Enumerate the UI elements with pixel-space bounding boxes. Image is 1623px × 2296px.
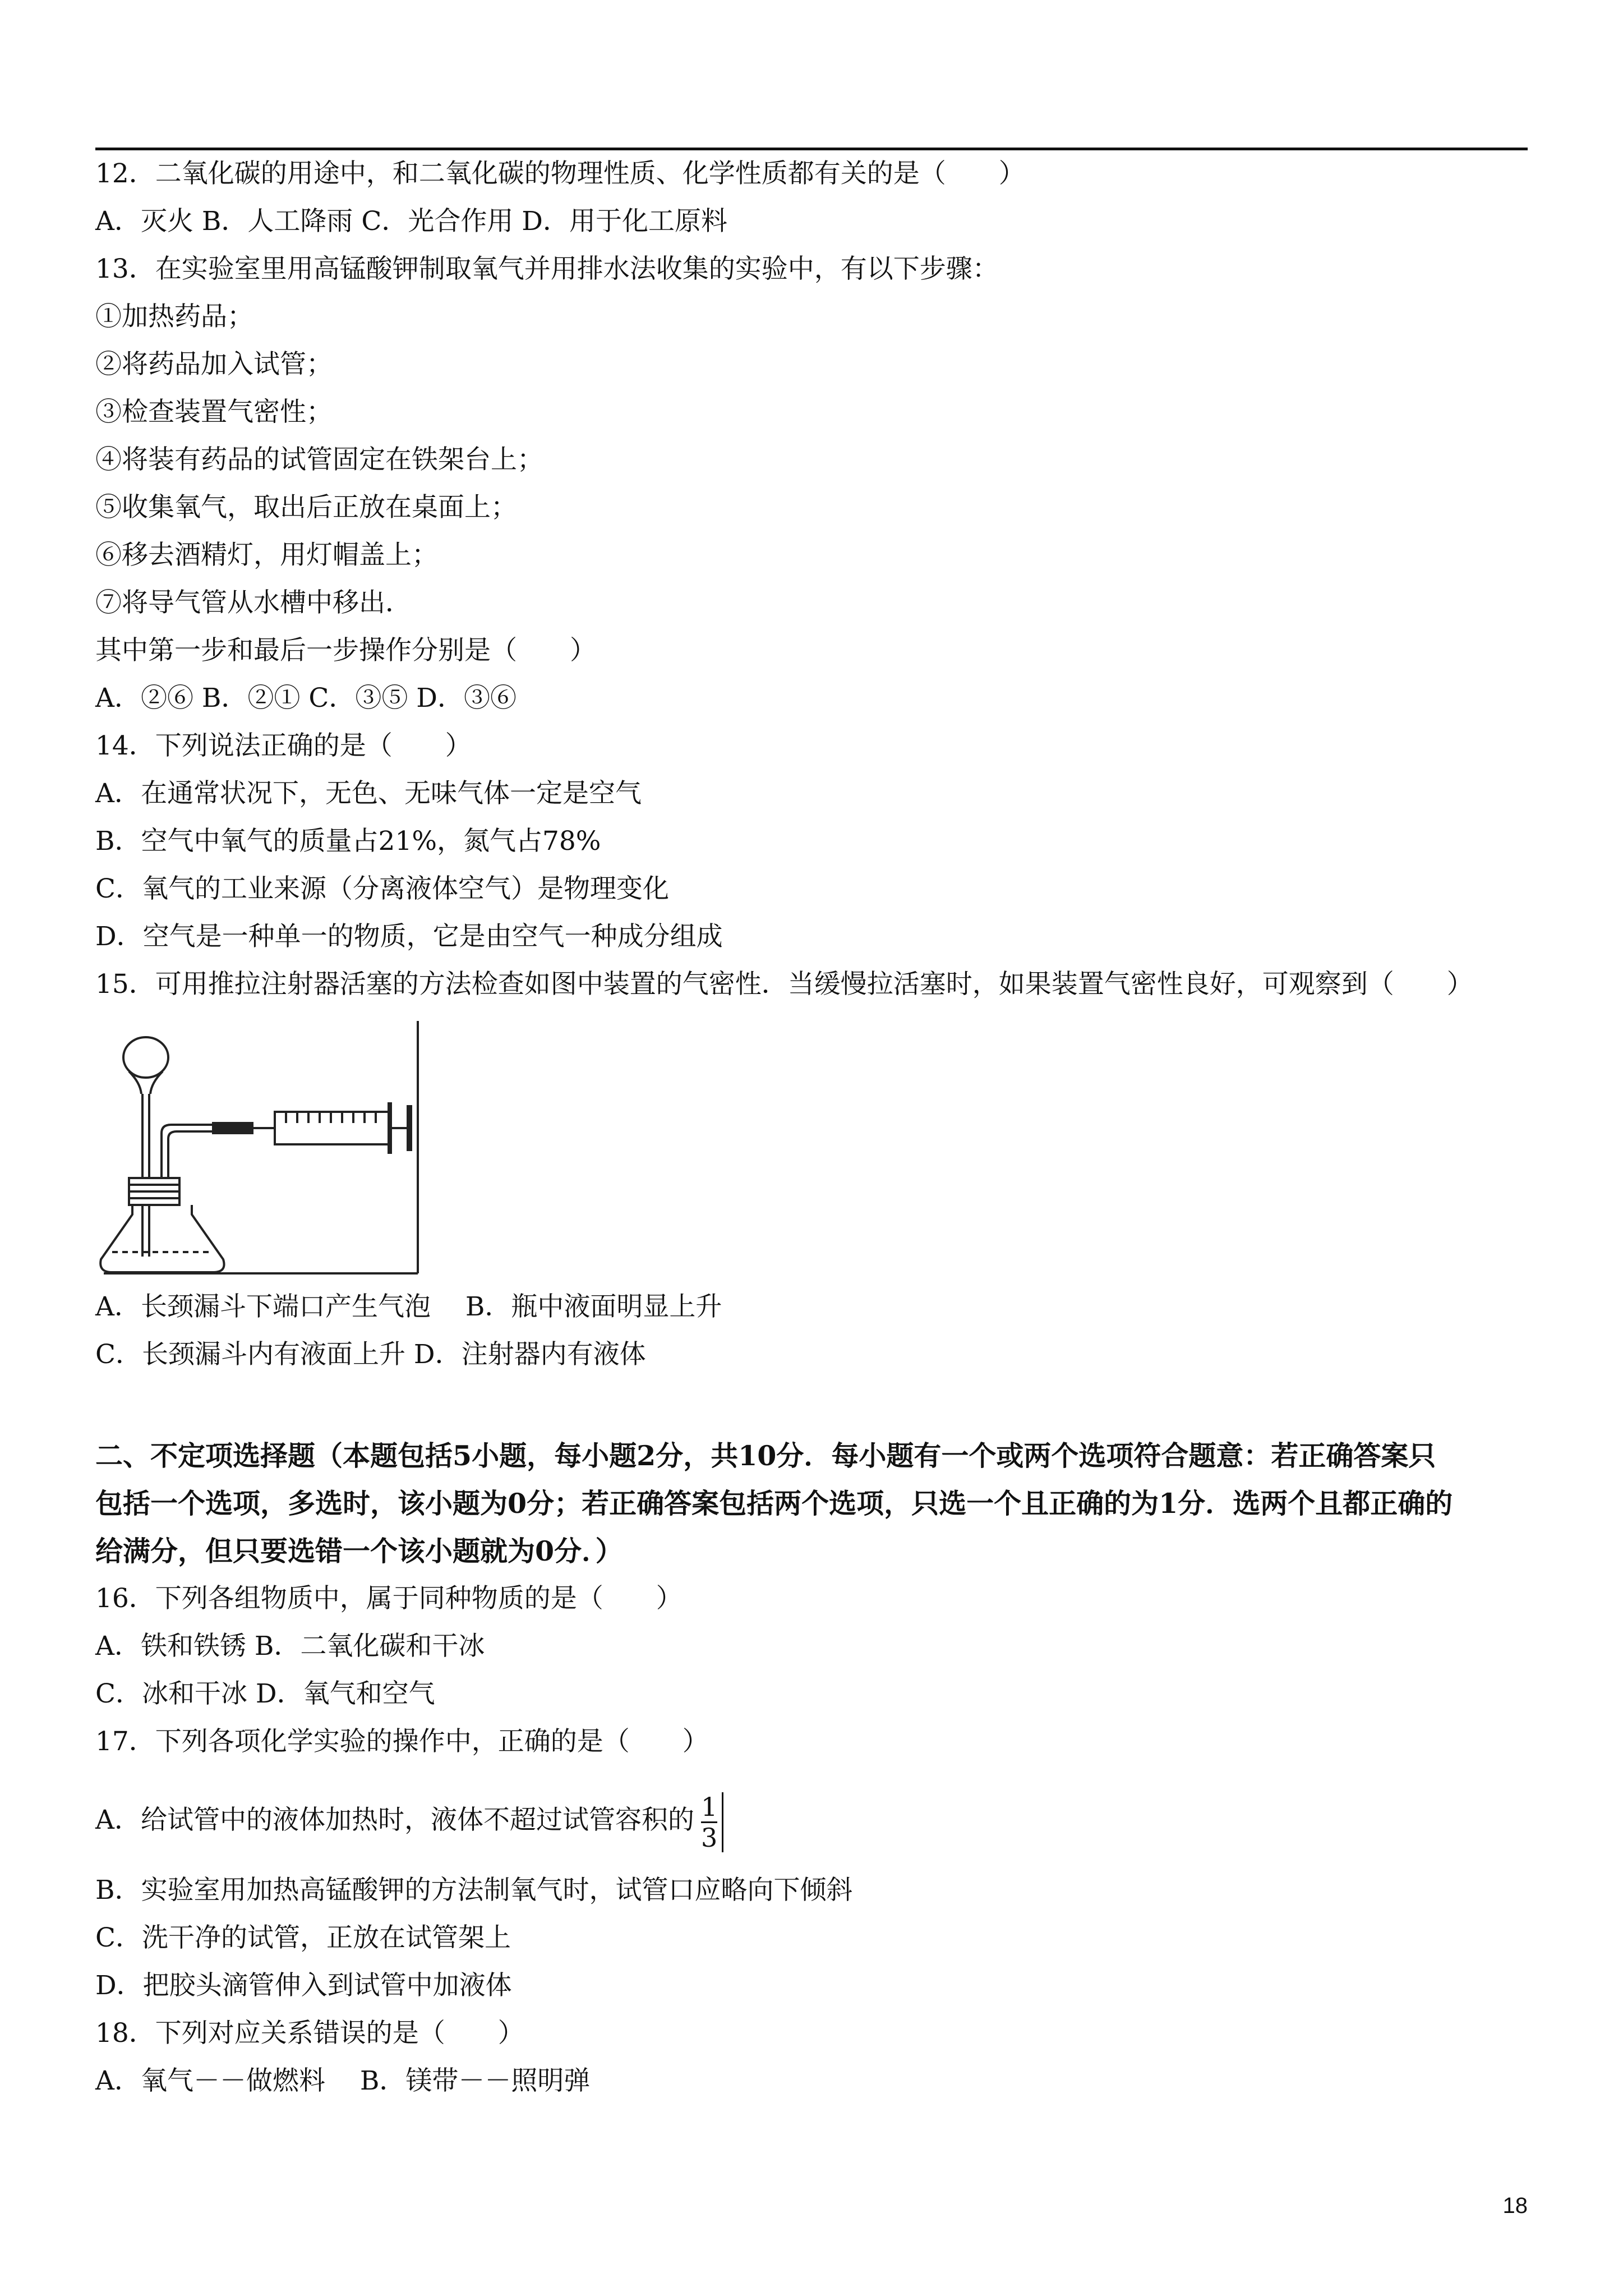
q17-option-a-text: A．给试管中的液体加热时，液体不超过试管容积的 xyxy=(95,1805,694,1835)
q13-stem: 13．在实验室里用高锰酸钾制取氧气并用排水法收集的实验中，有以下步骤： xyxy=(95,254,999,284)
q14-option: A．在通常状况下，无色、无味气体一定是空气 xyxy=(95,778,642,809)
q14-option: C．氧气的工业来源（分离液体空气）是物理变化 xyxy=(95,873,669,904)
q13-step: ⑦将导气管从水槽中移出． xyxy=(95,587,412,618)
q14-stem: 14．下列说法正确的是（ ） xyxy=(95,730,472,761)
q18-options: A．氧气－－做燃料 B．镁带－－照明弹 xyxy=(95,2065,591,2096)
q13-step: ⑥移去酒精灯，用灯帽盖上； xyxy=(95,540,438,570)
q12-stem: 12．二氧化碳的用途中，和二氧化碳的物理性质、化学性质都有关的是（ ） xyxy=(95,158,1025,189)
q13-step: ④将装有药品的试管固定在铁架台上； xyxy=(95,444,543,475)
airtightness-apparatus-figure xyxy=(95,1021,426,1279)
page-number: 18 xyxy=(1502,2193,1528,2218)
header-rule xyxy=(95,148,1528,150)
q13-ask: 其中第一步和最后一步操作分别是（ ） xyxy=(95,635,596,666)
q13-step: ①加热药品； xyxy=(95,301,253,332)
q13-options: A．②⑥ B．②① C．③⑤ D．③⑥ xyxy=(95,683,517,714)
q16-option: A．铁和铁锈 B．二氧化碳和干冰 xyxy=(95,1631,485,1662)
q13-step: ⑤收集氧气，取出后正放在桌面上； xyxy=(95,492,517,523)
q17-option: B．实验室用加热高锰酸钾的方法制氧气时，试管口应略向下倾斜 xyxy=(95,1875,853,1906)
q13-step: ③检查装置气密性； xyxy=(95,397,333,427)
fraction-numerator: 1 xyxy=(700,1791,718,1822)
q14-option: B．空气中氧气的质量占21%，氮气占78% xyxy=(95,826,601,857)
q13-step: ②将药品加入试管； xyxy=(95,349,333,380)
q15-option: A．长颈漏斗下端口产生气泡 B．瓶中液面明显上升 xyxy=(95,1291,722,1322)
q17-stem: 17．下列各项化学实验的操作中，正确的是（ ） xyxy=(95,1726,709,1757)
fraction-one-third xyxy=(698,1792,723,1852)
section2-heading: 给满分，但只要选错一个该小题就为0分．） xyxy=(95,1535,623,1567)
section2-heading: 包括一个选项，多选时，该小题为0分；若正确答案包括两个选项，只选一个且正确的为1分．选两个且都正确的 xyxy=(95,1487,1453,1520)
q18-stem: 18．下列对应关系错误的是（ ） xyxy=(95,2018,524,2049)
q15-stem: 15．可用推拉注射器活塞的方法检查如图中装置的气密性．当缓慢拉活塞时，如果装置气密性良好，可观察到（ ） xyxy=(95,969,1473,1000)
q16-option: C．冰和干冰 D．氧气和空气 xyxy=(95,1678,435,1709)
fraction-denominator: 3 xyxy=(700,1822,718,1853)
q14-option: D．空气是一种单一的物质，它是由空气一种成分组成 xyxy=(95,921,723,952)
section2-heading: 二、不定项选择题（本题包括5小题，每小题2分，共10分．每小题有一个或两个选项符合题意：若正确答案只 xyxy=(95,1439,1436,1472)
q17-option: C．洗干净的试管，正放在试管架上 xyxy=(95,1922,511,1953)
q16-stem: 16．下列各组物质中，属于同种物质的是（ ） xyxy=(95,1583,683,1614)
q17-option: D．把胶头滴管伸入到试管中加液体 xyxy=(95,1970,512,2001)
q17-option-a xyxy=(95,1789,723,1852)
q15-option: C．长颈漏斗内有液面上升 D．注射器内有液体 xyxy=(95,1339,646,1370)
q12-options: A．灭火 B．人工降雨 C．光合作用 D．用于化工原料 xyxy=(95,206,727,237)
